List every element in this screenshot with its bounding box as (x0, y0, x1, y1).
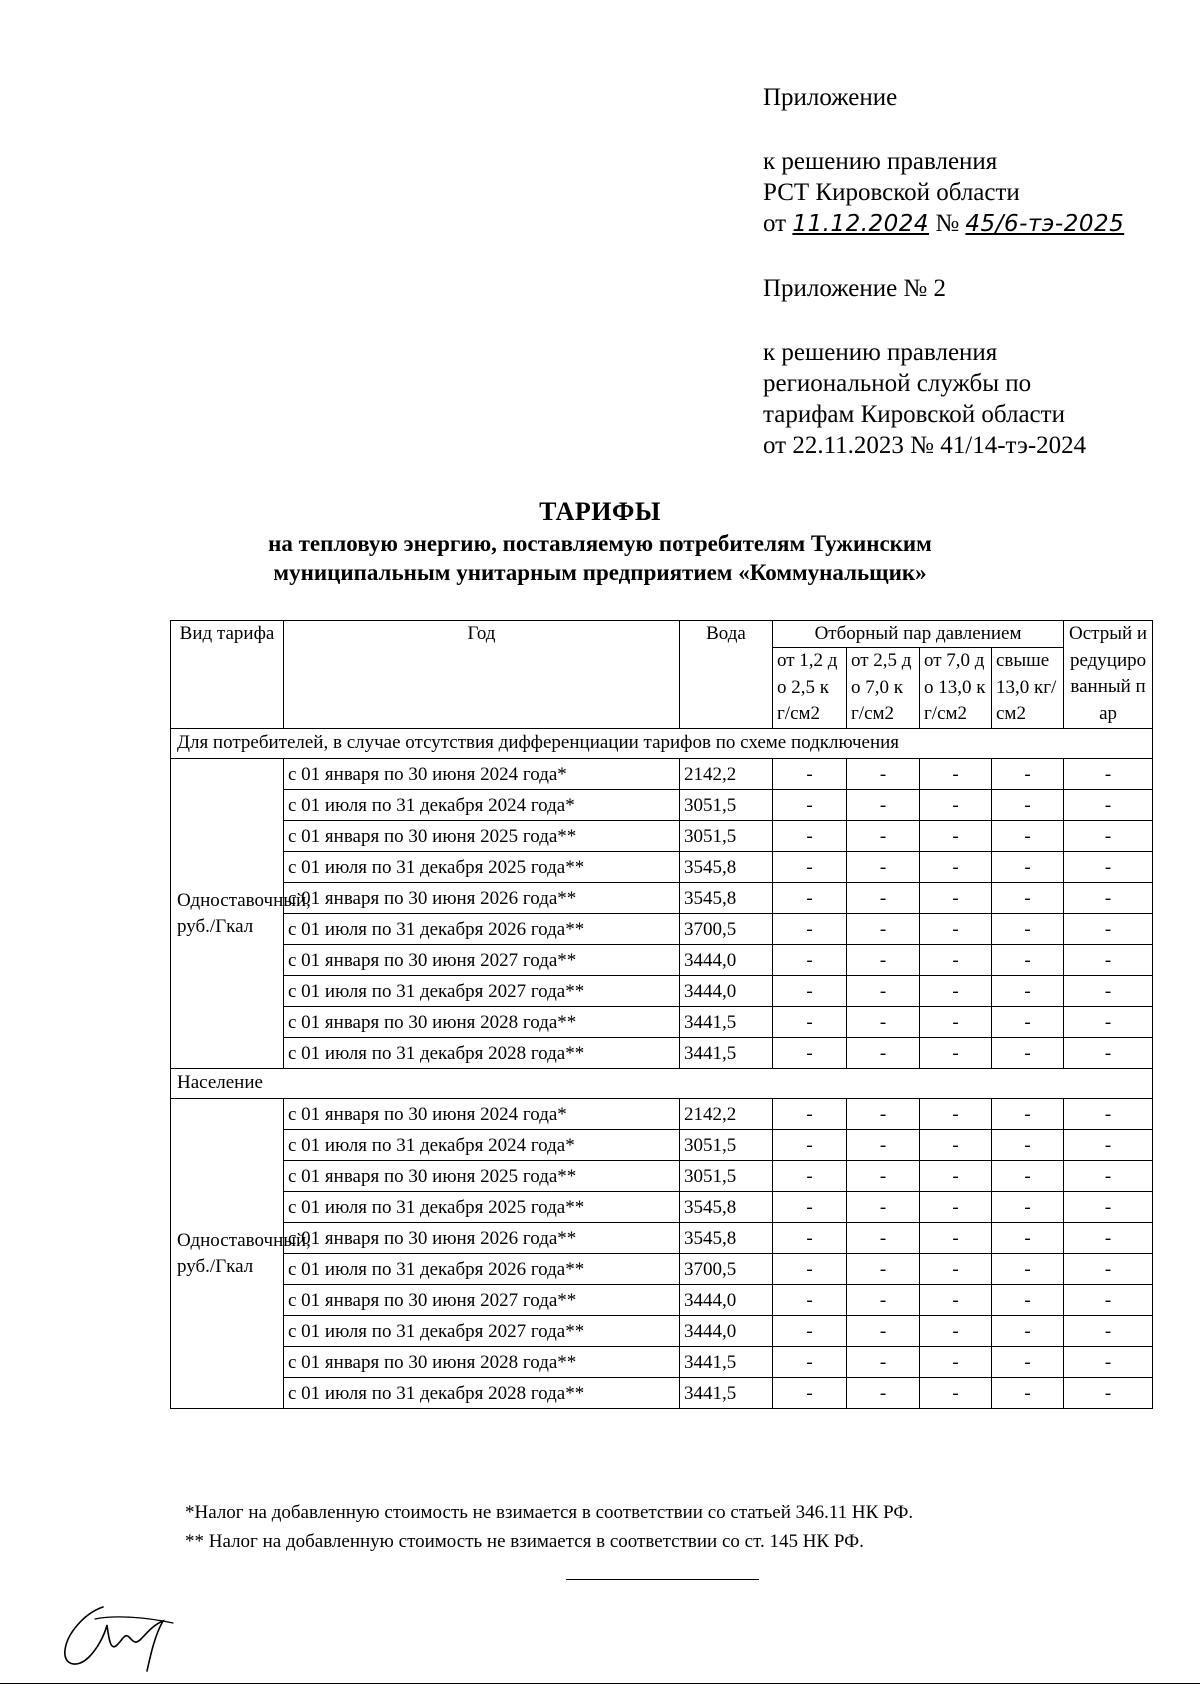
empty-value-cell: - (920, 944, 992, 975)
prior-authority-line-2: тарифам Кировской области (763, 401, 1065, 428)
empty-value-cell: - (920, 1006, 992, 1037)
empty-value-cell: - (920, 1253, 992, 1284)
empty-value-cell: - (847, 1129, 920, 1160)
table-row (171, 1284, 1153, 1315)
empty-value-cell: - (773, 851, 847, 882)
authority-line: РСТ Кировской области (763, 179, 1020, 206)
empty-value-cell: - (847, 1315, 920, 1346)
period-cell: с 01 января по 30 июня 2027 года** (284, 944, 680, 975)
table-row (171, 1346, 1153, 1377)
period-cell: с 01 июля по 31 декабря 2027 года** (284, 975, 680, 1006)
empty-value-cell: - (992, 1129, 1064, 1160)
period-cell: с 01 января по 30 июня 2028 года** (284, 1346, 680, 1377)
table-row (171, 789, 1153, 820)
period-cell: с 01 июля по 31 декабря 2024 года* (284, 1129, 680, 1160)
empty-value-cell: - (847, 1346, 920, 1377)
empty-value-cell: - (1064, 913, 1153, 944)
header-tariff-type: Вид тарифа (171, 621, 284, 729)
appendix-2-label: Приложение № 2 (763, 275, 947, 302)
prior-authority-line-1: региональной службы по (763, 370, 1032, 397)
signature-mark (55, 1595, 195, 1685)
empty-value-cell: - (992, 1098, 1064, 1129)
approval-block (763, 82, 1124, 461)
empty-value-cell: - (992, 851, 1064, 882)
empty-value-cell: - (992, 1191, 1064, 1222)
empty-value-cell: - (1064, 944, 1153, 975)
empty-value-cell: - (992, 1160, 1064, 1191)
empty-value-cell: - (920, 1284, 992, 1315)
water-value-cell: 3444,0 (680, 944, 773, 975)
spacer (763, 304, 1124, 337)
empty-value-cell: - (847, 820, 920, 851)
spacer (763, 240, 1124, 273)
empty-value-cell: - (992, 1346, 1064, 1377)
empty-value-cell: - (773, 789, 847, 820)
empty-value-cell: - (920, 851, 992, 882)
period-cell: с 01 июля по 31 декабря 2028 года** (284, 1037, 680, 1068)
table-row (171, 1098, 1153, 1129)
footnote-1: *Налог на добавленную стоимость не взимается в соответствии со статьей 346.11 НК РФ. (185, 1502, 914, 1523)
water-value-cell: 2142,2 (680, 758, 773, 789)
empty-value-cell: - (992, 944, 1064, 975)
empty-value-cell: - (1064, 1006, 1153, 1037)
number-sign: № (935, 210, 960, 237)
empty-value-cell: - (1064, 1377, 1153, 1408)
empty-value-cell: - (920, 820, 992, 851)
water-value-cell: 3441,5 (680, 1377, 773, 1408)
period-cell: с 01 июля по 31 декабря 2026 года** (284, 913, 680, 944)
header-selected-steam: Отборный пар давлением (773, 621, 1064, 648)
empty-value-cell: - (773, 1098, 847, 1129)
footnotes (185, 1498, 913, 1556)
empty-value-cell: - (920, 1160, 992, 1191)
handwritten-date: 11.12.2024 (792, 211, 930, 237)
empty-value-cell: - (1064, 1222, 1153, 1253)
empty-value-cell: - (920, 975, 992, 1006)
empty-value-cell: - (992, 758, 1064, 789)
empty-value-cell: - (920, 1191, 992, 1222)
empty-value-cell: - (1064, 789, 1153, 820)
empty-value-cell: - (1064, 975, 1153, 1006)
empty-value-cell: - (920, 913, 992, 944)
period-cell: с 01 января по 30 июня 2025 года** (284, 1160, 680, 1191)
period-cell: с 01 июля по 31 декабря 2025 года** (284, 851, 680, 882)
empty-value-cell: - (1064, 1346, 1153, 1377)
empty-value-cell: - (847, 1006, 920, 1037)
water-value-cell: 3051,5 (680, 820, 773, 851)
table-row (171, 975, 1153, 1006)
empty-value-cell: - (773, 944, 847, 975)
table-row (171, 1037, 1153, 1068)
empty-value-cell: - (847, 758, 920, 789)
section-row (171, 728, 1153, 758)
period-cell: с 01 июля по 31 декабря 2026 года** (284, 1253, 680, 1284)
empty-value-cell: - (773, 1284, 847, 1315)
date-prefix: от (763, 210, 787, 237)
empty-value-cell: - (847, 913, 920, 944)
title-sub-1: на тепловую энергию, поставляемую потребителям Тужинским (268, 531, 932, 556)
empty-value-cell: - (992, 1377, 1064, 1408)
water-value-cell: 3700,5 (680, 913, 773, 944)
appendix-label: Приложение (763, 84, 898, 111)
empty-value-cell: - (773, 1346, 847, 1377)
empty-value-cell: - (1064, 758, 1153, 789)
empty-value-cell: - (920, 1377, 992, 1408)
empty-value-cell: - (920, 758, 992, 789)
header-pressure-4: свыше 13,0 кг/см2 (992, 648, 1064, 729)
closing-rule (566, 1579, 759, 1580)
water-value-cell: 3051,5 (680, 789, 773, 820)
empty-value-cell: - (1064, 1098, 1153, 1129)
prior-date-number-line: от 22.11.2023 № 41/14-тэ-2024 (763, 432, 1087, 459)
period-cell: с 01 января по 30 июня 2028 года** (284, 1006, 680, 1037)
table-row (171, 1191, 1153, 1222)
table-row (171, 1160, 1153, 1191)
water-value-cell: 3444,0 (680, 1284, 773, 1315)
tariff-table (170, 620, 1153, 1409)
period-cell: с 01 июля по 31 декабря 2025 года** (284, 1191, 680, 1222)
period-cell: с 01 января по 30 июня 2024 года* (284, 1098, 680, 1129)
water-value-cell: 3545,8 (680, 882, 773, 913)
empty-value-cell: - (992, 882, 1064, 913)
water-value-cell: 3545,8 (680, 1191, 773, 1222)
empty-value-cell: - (1064, 1284, 1153, 1315)
empty-value-cell: - (920, 1037, 992, 1068)
empty-value-cell: - (1064, 1160, 1153, 1191)
header-row (171, 621, 1153, 648)
empty-value-cell: - (773, 1160, 847, 1191)
empty-value-cell: - (773, 820, 847, 851)
date-number-line (763, 208, 1124, 240)
empty-value-cell: - (992, 820, 1064, 851)
table-row (171, 851, 1153, 882)
empty-value-cell: - (773, 1222, 847, 1253)
water-value-cell: 3441,5 (680, 1346, 773, 1377)
empty-value-cell: - (847, 1253, 920, 1284)
empty-value-cell: - (992, 1222, 1064, 1253)
table-row (171, 1222, 1153, 1253)
water-value-cell: 3441,5 (680, 1037, 773, 1068)
document-title (0, 495, 1200, 587)
empty-value-cell: - (1064, 1315, 1153, 1346)
table-row (171, 913, 1153, 944)
empty-value-cell: - (1064, 1191, 1153, 1222)
water-value-cell: 3545,8 (680, 851, 773, 882)
header-water: Вода (680, 621, 773, 729)
section-row (171, 1068, 1153, 1098)
spacer (763, 113, 1124, 146)
table-row (171, 1253, 1153, 1284)
table-row (171, 820, 1153, 851)
tariff-type-cell: Одноставочный, руб./Гкал (171, 1098, 284, 1408)
empty-value-cell: - (992, 975, 1064, 1006)
table-row (171, 1315, 1153, 1346)
empty-value-cell: - (1064, 851, 1153, 882)
empty-value-cell: - (847, 851, 920, 882)
table-row (171, 882, 1153, 913)
empty-value-cell: - (773, 1315, 847, 1346)
empty-value-cell: - (773, 758, 847, 789)
empty-value-cell: - (847, 789, 920, 820)
empty-value-cell: - (920, 789, 992, 820)
water-value-cell: 3444,0 (680, 1315, 773, 1346)
section-title: Для потребителей, в случае отсутствия дифференциации тарифов по схеме подключения (171, 728, 1153, 758)
table-row (171, 758, 1153, 789)
water-value-cell: 3444,0 (680, 975, 773, 1006)
empty-value-cell: - (992, 1284, 1064, 1315)
empty-value-cell: - (992, 1253, 1064, 1284)
header-sharp-steam: Острый и редуцированный пар (1064, 621, 1153, 729)
empty-value-cell: - (773, 1129, 847, 1160)
empty-value-cell: - (992, 1315, 1064, 1346)
period-cell: с 01 июля по 31 декабря 2024 года* (284, 789, 680, 820)
water-value-cell: 3545,8 (680, 1222, 773, 1253)
empty-value-cell: - (847, 1377, 920, 1408)
empty-value-cell: - (847, 944, 920, 975)
tariff-type-cell: Одноставочный, руб./Гкал (171, 758, 284, 1068)
empty-value-cell: - (920, 1315, 992, 1346)
header-pressure-3: от 7,0 до 13,0 кг/см2 (920, 648, 992, 729)
period-cell: с 01 июля по 31 декабря 2027 года** (284, 1315, 680, 1346)
empty-value-cell: - (1064, 1253, 1153, 1284)
empty-value-cell: - (992, 913, 1064, 944)
period-cell: с 01 января по 30 июня 2026 года** (284, 882, 680, 913)
period-cell: с 01 января по 30 июня 2027 года** (284, 1284, 680, 1315)
water-value-cell: 2142,2 (680, 1098, 773, 1129)
table-row (171, 1129, 1153, 1160)
empty-value-cell: - (992, 789, 1064, 820)
water-value-cell: 3700,5 (680, 1253, 773, 1284)
period-cell: с 01 января по 30 июня 2024 года* (284, 758, 680, 789)
table-row (171, 944, 1153, 975)
empty-value-cell: - (920, 1222, 992, 1253)
table-row (171, 1377, 1153, 1408)
empty-value-cell: - (920, 1346, 992, 1377)
empty-value-cell: - (992, 1037, 1064, 1068)
empty-value-cell: - (847, 1098, 920, 1129)
empty-value-cell: - (847, 1191, 920, 1222)
empty-value-cell: - (847, 1037, 920, 1068)
header-year: Год (284, 621, 680, 729)
footnote-2: ** Налог на добавленную стоимость не взимается в соответствии со ст. 145 НК РФ. (185, 1531, 864, 1552)
period-cell: с 01 января по 30 июня 2025 года** (284, 820, 680, 851)
empty-value-cell: - (773, 1006, 847, 1037)
empty-value-cell: - (847, 1222, 920, 1253)
decision-line: к решению правления (763, 148, 998, 175)
empty-value-cell: - (847, 882, 920, 913)
empty-value-cell: - (773, 1037, 847, 1068)
empty-value-cell: - (773, 1253, 847, 1284)
water-value-cell: 3051,5 (680, 1129, 773, 1160)
period-cell: с 01 июля по 31 декабря 2028 года** (284, 1377, 680, 1408)
empty-value-cell: - (1064, 882, 1153, 913)
empty-value-cell: - (847, 1160, 920, 1191)
empty-value-cell: - (1064, 1037, 1153, 1068)
prior-decision-line: к решению правления (763, 339, 998, 366)
table-row (171, 1006, 1153, 1037)
header-pressure-1: от 1,2 до 2,5 кг/см2 (773, 648, 847, 729)
empty-value-cell: - (847, 1284, 920, 1315)
empty-value-cell: - (920, 882, 992, 913)
header-pressure-2: от 2,5 до 7,0 кг/см2 (847, 648, 920, 729)
period-cell: с 01 января по 30 июня 2026 года** (284, 1222, 680, 1253)
signature (55, 1595, 195, 1690)
empty-value-cell: - (773, 882, 847, 913)
section-title: Население (171, 1068, 1153, 1098)
empty-value-cell: - (992, 1006, 1064, 1037)
empty-value-cell: - (773, 1191, 847, 1222)
empty-value-cell: - (773, 913, 847, 944)
empty-value-cell: - (1064, 1129, 1153, 1160)
empty-value-cell: - (847, 975, 920, 1006)
title-sub-2: муниципальным унитарным предприятием «Коммунальщик» (273, 560, 927, 585)
empty-value-cell: - (920, 1129, 992, 1160)
title-main: ТАРИФЫ (539, 497, 661, 526)
water-value-cell: 3441,5 (680, 1006, 773, 1037)
empty-value-cell: - (1064, 820, 1153, 851)
empty-value-cell: - (920, 1098, 992, 1129)
empty-value-cell: - (773, 975, 847, 1006)
empty-value-cell: - (773, 1377, 847, 1408)
page-bottom-line (0, 1683, 1200, 1684)
water-value-cell: 3051,5 (680, 1160, 773, 1191)
handwritten-number: 45/6-тэ-2025 (965, 211, 1125, 237)
